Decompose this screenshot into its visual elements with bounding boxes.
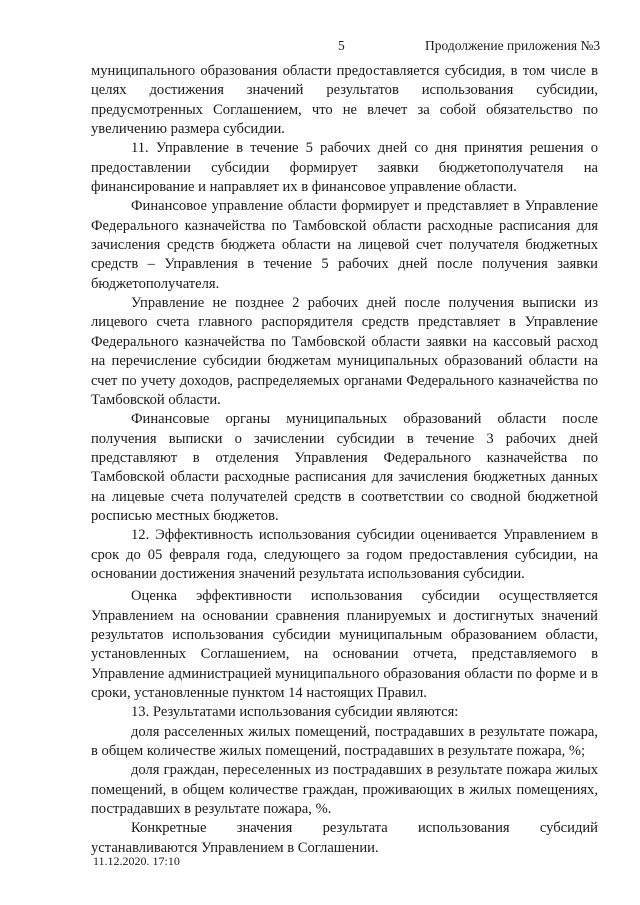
footer-timestamp: 11.12.2020. 17:10 <box>93 854 180 868</box>
paragraph-7: Оценка эффективности использования субсидии осуществляется Управлением на основании сравнения планируемых и достигнутых значений результатов использования субсидии муниципальным образованием области, установленных Соглашением, на основании отчета, представляемого в Управление администрацией муниципального образования области по форме и в сроки, установленные пунктом 14 настоящих Правил. <box>91 588 598 701</box>
paragraph-2: 11. Управление в течение 5 рабочих дней со дня принятия решения о предоставлении субсидии формирует заявки бюджетополучателя на финансирование и направляет их в финансовое управление области. <box>91 140 598 196</box>
paragraph-9: доля расселенных жилых помещений, пострадавших в результате пожара, в общем количестве жилых помещений, пострадавших в результате пожара, %; <box>91 723 598 760</box>
page-number: 5 <box>338 38 345 53</box>
paragraph-5: Финансовые органы муниципальных образований области после получения выписки о зачислении субсидии в течение 3 рабочих дней представляют в отделения Управления Федерального казначейства по Тамбовской области расходные расписания для зачисления бюджетных данных на лицевые счета получателей средств в соответствии со сводной бюджетной росписью местных бюджетов. <box>91 411 598 524</box>
paragraph-8: 13. Результатами использования субсидии являются: <box>131 704 459 721</box>
document-body <box>91 62 598 858</box>
paragraph-6: 12. Эффективность использования субсидии оценивается Управлением в срок до 05 февраля года, следующего за годом предоставления субсидии, на основании достижения значений результата использования субсидии. <box>91 527 598 582</box>
appendix-label: Продолжение приложения №3 <box>425 38 601 53</box>
paragraph-10: доля граждан, переселенных из пострадавших в результате пожара жилых помещений, в общем количестве граждан, проживающих в жилых помещениях, пострадавших в результате пожара, %. <box>91 762 598 818</box>
paragraph-11: Конкретные значения результата использования субсидий устанавливаются Управлением в Соглашении. <box>91 820 598 856</box>
paragraph-3: Финансовое управление области формирует и представляет в Управление Федерального казначейства по Тамбовской области расходные расписания для зачисления средств бюджета области на лицевой счет получателя бюджетных средств – Управления в течение 5 рабочих дней после получения заявки бюджетополучателя. <box>91 198 598 292</box>
paragraph-4: Управление не позднее 2 рабочих дней после получения выписки из лицевого счета главного распорядителя средств представляет в Управление Федерального казначейства по Тамбовской области заявки на кассовый расход на перечисление субсидии бюджетам муниципальных образований области на счет по учету доходов, распределяемых органами Федерального казначейства по Тамбовской области. <box>91 295 598 408</box>
paragraph-1: муниципального образования области предоставляется субсидия, в том числе в целях достижения значений результатов использования субсидии, предусмотренных Соглашением, что не влечет за собой обязательство по увеличению размера субсидии. <box>91 63 598 138</box>
